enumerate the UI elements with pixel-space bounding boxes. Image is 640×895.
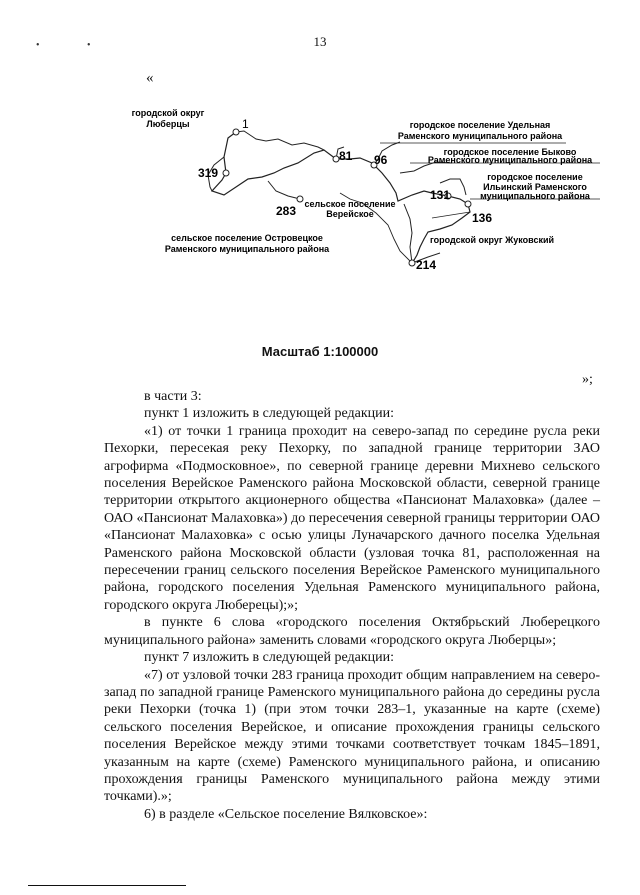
page-number: 13	[313, 34, 327, 49]
scan-speck: •	[87, 40, 91, 51]
point-label: 214	[416, 258, 437, 272]
point-label: 81	[339, 149, 353, 163]
area-label-ostrovetskoe: Раменского муниципального района	[164, 244, 330, 254]
area-label-vereyskoe: Верейское	[326, 209, 374, 219]
point-marker	[297, 196, 303, 202]
point-label: 319	[198, 166, 219, 180]
footnote-separator	[28, 885, 186, 886]
area-label-udelnaya: городское поселение Удельная	[409, 120, 551, 130]
area-label-ilinsky: муниципального района	[480, 191, 590, 201]
area-label-udelnaya: Раменского муниципального района	[397, 131, 563, 141]
area-label-lyubertsy: городской округ	[131, 108, 205, 118]
closing-quote: »;	[582, 372, 593, 387]
map-scale: Масштаб 1:100000	[261, 344, 379, 359]
area-label-ilinsky: городское поселение	[487, 172, 583, 182]
opening-quote: «	[146, 70, 154, 86]
document-body	[104, 388, 600, 823]
point-label: 283	[276, 204, 297, 218]
area-label-bykovo: Раменского муниципального района	[427, 155, 593, 165]
paragraph: пункт 7 изложить в следующей редакции:	[144, 650, 394, 666]
paragraph: в части 3:	[144, 389, 202, 404]
point-label: 131	[430, 188, 451, 202]
point-label: 96	[374, 153, 388, 167]
paragraph: 6) в разделе «Сельское поселение Вялковское»:	[144, 806, 428, 822]
point-label: 1	[242, 117, 249, 131]
area-label-bykovo: городское поселение Быково	[443, 147, 577, 157]
paragraph: «1) от точки 1 граница проходит на северо-запад по середине русла реки Пехорки, пересекая реку Пехорку, по западной границе территории ЗАО агрофирма «Подмосковное», по северной границе деревни Михнево сельского поселения Верейское Раменского района Московской области, северной границе территории открытого акционерного общества «Пансионат Малаховка» (далее – ОАО «Пансионат Малаховка») до пересечения северной границы территории ОАО «Пансионат Малаховка» с осью улицы Луначарского дачного поселка Удельная Раменского района Московской области (узловая точка 81, расположенная на пересечении границ сельского поселения Верейское Раменского муниципального района, городского поселения Удельная Раменского муниципального района, городского округа Люберецы);»;	[104, 423, 600, 613]
point-marker	[409, 260, 415, 266]
area-label-ostrovetskoe: сельское поселение Островецкое	[171, 233, 323, 243]
area-label-lyubertsy: Люберцы	[146, 119, 190, 129]
paragraph: пункт 1 изложить в следующей редакции:	[144, 406, 394, 422]
paragraph: «7) от узловой точки 283 граница проходит общим направлением на северо-запад по западной границе Раменского муниципального района до середины русла реки Пехорки (точка 1) (при этом точки 283–1, указанные на карте (схеме) сельского поселения Верейское, и описание прохождения границы сельского поселения Верейское между этими точками соответствует точкам 1845–1891, указанным на карте (схеме) Раменского муниципального района, и описанию прохождения границы Раменского муниципального района между этими точками).»;	[104, 667, 600, 805]
point-label: 136	[472, 211, 493, 225]
point-marker	[465, 201, 471, 207]
boundary-map	[0, 95, 640, 280]
point-marker	[233, 129, 239, 135]
area-label-vereyskoe: сельское поселение	[304, 199, 396, 209]
scan-speck: •	[36, 40, 40, 51]
area-label-zhukovsky: городской округ Жуковский	[429, 235, 555, 245]
point-marker	[223, 170, 229, 176]
paragraph: в пункте 6 слова «городского поселения Октябрьский Люберецкого муниципального района» заменить словами «городского округа Люберцы»;	[104, 615, 600, 648]
area-label-ilinsky: Ильинский Раменского	[483, 182, 587, 192]
